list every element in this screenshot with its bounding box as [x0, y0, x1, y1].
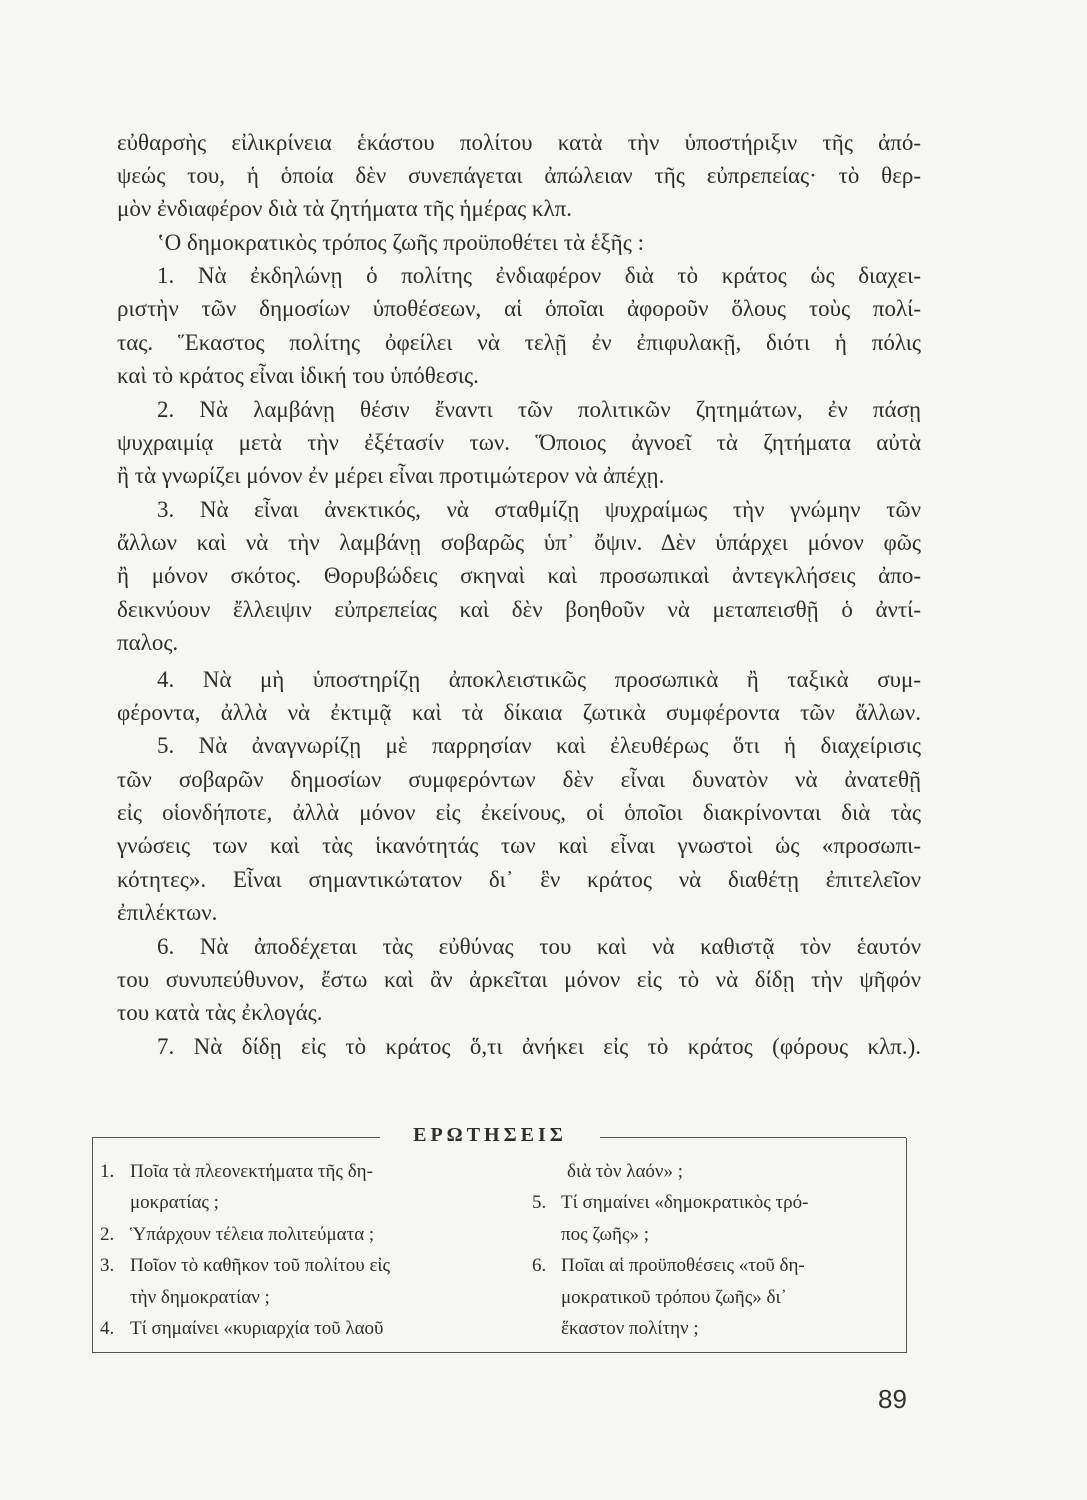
text-line: του κατὰ τὰς ἐκλογάς. — [117, 1000, 323, 1025]
question-text: διὰ τὸν λαόν» ; — [567, 1161, 684, 1182]
text-line: καὶ τὸ κράτος εἶναι ἰδική του ὑπόθεσις. — [117, 363, 479, 388]
divider — [600, 1137, 906, 1138]
question-text: μοκρατικοῦ τρόπου ζωῆς» δι᾿ — [561, 1287, 787, 1308]
page-number: 89 — [878, 1384, 907, 1414]
list-item-5: 5. Νὰ ἀναγνωρίζῃ μὲ παρρησίαν καὶ ἐλευθέρως ὅτι ἡ διαχείρισις — [157, 733, 921, 758]
text-line: ἄλλων καὶ νὰ τὴν λαμβάνῃ σοβαρῶς ὑπ᾿ ὄψιν. Δὲν ὑπάρχει μόνον φῶς — [117, 530, 921, 555]
list-item-3: 3. Νὰ εἶναι ἀνεκτικός, νὰ σταθμίζῃ ψυχραίμως τὴν γνώμην τῶν — [157, 497, 921, 522]
list-item-7: 7. Νὰ δίδῃ εἰς τὸ κράτος ὅ,τι ἀνήκει εἰς τὸ κράτος (φόρους κλπ.). — [157, 1034, 921, 1059]
question-text: μοκρατίας ; — [130, 1192, 219, 1213]
text-line: φέροντα, ἀλλὰ νὰ ἐκτιμᾷ καὶ τὰ δίκαια ζωτικὰ συμφέροντα τῶν ἄλλων. — [117, 700, 921, 725]
text-line: ἐπιλέκτων. — [117, 900, 218, 925]
text-line: εὐθαρσὴς εἰλικρίνεια ἑκάστου πολίτου κατὰ τὴν ὑποστήριξιν τῆς ἀπό- — [117, 130, 921, 155]
list-item-2: 2. Νὰ λαμβάνῃ θέσιν ἔναντι τῶν πολιτικῶν ζητημάτων, ἐν πάσῃ — [157, 397, 921, 422]
text-line: τῶν σοβαρῶν δημοσίων συμφερόντων δὲν εἶναι δυνατὸν νὰ ἀνατεθῇ — [117, 767, 921, 792]
text-line: μὸν ἐνδιαφέρον διὰ τὰ ζητήματα τῆς ἡμέρας κλπ. — [117, 196, 573, 221]
text-line: δεικνύουν ἔλλειψιν εὐπρεπείας καὶ δὲν βοηθοῦν νὰ μεταπεισθῇ ὁ ἀντί- — [117, 597, 921, 622]
questions-title: ΕΡΩΤΗΣΕΙΣ — [380, 1124, 600, 1147]
list-item-6: 6. Νὰ ἀποδέχεται τὰς εὐθύνας του καὶ νὰ καθιστᾷ τὸν ἑαυτόν — [157, 934, 921, 959]
question-number: 5. — [532, 1192, 547, 1213]
question-number: 1. — [100, 1161, 115, 1182]
question-text: Τί σημαίνει «κυριαρχία τοῦ λαοῦ — [130, 1318, 384, 1339]
text-line: ἢ μόνον σκότος. Θορυβώδεις σκηναὶ καὶ προσωπικαὶ ἀντεγκλήσεις ἀπο- — [117, 563, 921, 588]
question-text: Ποῖον τὸ καθῆκον τοῦ πολίτου εἰς — [130, 1255, 391, 1276]
question-text: Ποῖαι αἱ προϋποθέσεις «τοῦ δη- — [561, 1255, 805, 1276]
text-line: ἢ τὰ γνωρίζει μόνον ἐν μέρει εἶναι προτιμώτερον νὰ ἀπέχῃ. — [117, 463, 665, 488]
text-line: ψεώς του, ἡ ὁποία δὲν συνεπάγεται ἀπώλειαν τῆς εὐπρεπείας· τὸ θερ- — [117, 163, 921, 188]
text-line: γνώσεις των καὶ τὰς ἱκανότητάς των καὶ εἶναι γνωστοὶ ὡς «προσωπι- — [117, 833, 921, 858]
question-text: Τί σημαίνει «δημοκρατικὸς τρό- — [561, 1192, 809, 1213]
question-text: ἕκαστον πολίτην ; — [561, 1318, 699, 1339]
question-number: 2. — [100, 1224, 115, 1245]
text-line: εἰς οἱονδήποτε, ἀλλὰ μόνον εἰς ἐκείνους, οἱ ὁποῖοι διακρίνονται διὰ τὰς — [117, 800, 921, 825]
question-text: Ὑπάρχουν τέλεια πολιτεύματα ; — [130, 1224, 375, 1245]
question-number: 3. — [100, 1255, 115, 1276]
question-number: 6. — [532, 1255, 547, 1276]
divider — [92, 1137, 380, 1138]
text-line: ψυχραιμίᾳ μετὰ τὴν ἐξέτασίν των. Ὅποιος ἀγνοεῖ τὰ ζητήματα αὐτὰ — [117, 430, 921, 455]
question-number: 4. — [100, 1318, 115, 1339]
text-line: ʽΟ δημοκρατικὸς τρόπος ζωῆς προϋποθέτει τὰ ἑξῆς : — [157, 230, 644, 255]
text-line: παλος. — [117, 630, 179, 655]
list-item-4: 4. Νὰ μὴ ὑποστηρίζῃ ἀποκλειστικῶς προσωπικὰ ἢ ταξικὰ συμ- — [157, 667, 921, 692]
text-line: ριστὴν τῶν δημοσίων ὑποθέσεων, αἱ ὁποῖαι ἀφοροῦν ὅλους τοὺς πολί- — [117, 296, 921, 321]
text-line: του συνυπεύθυνον, ἔστω καὶ ἂν ἀρκεῖται μόνον εἰς τὸ νὰ δίδῃ τὴν ψῆφόν — [117, 967, 921, 992]
list-item-1: 1. Νὰ ἐκδηλώνῃ ὁ πολίτης ἐνδιαφέρον διὰ τὸ κράτος ὡς διαχει- — [157, 263, 921, 288]
text-line: τας. Ἕκαστος πολίτης ὀφείλει νὰ τελῇ ἐν ἐπιφυλακῇ, διότι ἡ πόλις — [117, 330, 921, 355]
question-text: πος ζωῆς» ; — [561, 1224, 650, 1245]
question-text: τὴν δημοκρατίαν ; — [130, 1287, 270, 1308]
question-text: Ποῖα τὰ πλεονεκτήματα τῆς δη- — [130, 1161, 373, 1182]
text-line: κότητες». Εἶναι σημαντικώτατον δι᾿ ἓν κράτος νὰ διαθέτῃ ἐπιτελεῖον — [117, 867, 921, 892]
